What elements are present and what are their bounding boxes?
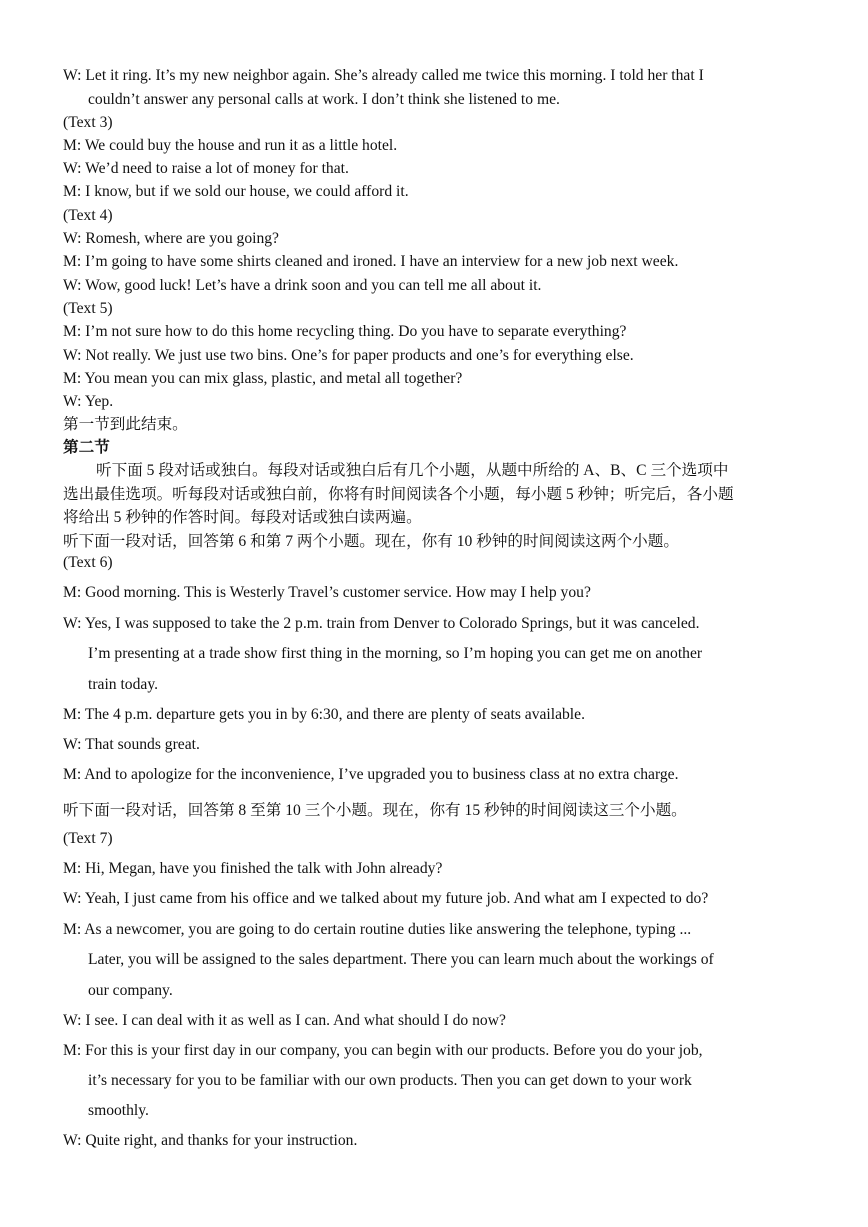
line-text: I see. I can deal with it as well as I can. And what should I do now?	[85, 1012, 506, 1029]
speaker-label: W:	[63, 277, 82, 294]
dialogue-line	[63, 735, 200, 755]
dialogue-line	[63, 252, 678, 272]
line-text: The 4 p.m. departure gets you in by 6:30, and there are plenty of seats available.	[84, 706, 585, 723]
speaker-label: W:	[63, 1132, 82, 1149]
dialogue-line	[63, 920, 691, 940]
dialogue-line	[63, 1041, 703, 1061]
line-text: Yeah, I just came from his office and we talked about my future job. And what am I expected to do?	[84, 890, 709, 907]
dialogue-line	[63, 346, 634, 366]
line-text: That sounds great.	[85, 736, 200, 753]
dialogue-line	[63, 1131, 357, 1151]
dialogue-line	[63, 322, 626, 342]
dialogue-continuation: train today.	[88, 676, 159, 693]
line-text: Yes, I was supposed to take the 2 p.m. train from Denver to Colorado Springs, but it was canceled.	[84, 615, 700, 632]
speaker-label: M:	[63, 921, 82, 938]
dialogue-continuation: Later, you will be assigned to the sales department. There you can learn much about the workings of	[88, 951, 714, 968]
dialogue-line	[63, 614, 700, 634]
section-heading: 第二节	[63, 439, 110, 456]
dialogue-line	[63, 276, 541, 296]
dialogue-line	[63, 182, 409, 202]
speaker-label: W:	[63, 736, 82, 753]
speaker-label: M:	[63, 253, 82, 270]
dialogue-line	[63, 159, 349, 179]
section-label: (Text 5)	[63, 300, 113, 317]
speaker-label: W:	[63, 160, 82, 177]
dialogue-line	[63, 859, 442, 879]
line-text: Wow, good luck! Let’s have a drink soon and you can tell me all about it.	[85, 277, 542, 294]
line-text: Not really. We just use two bins. One’s for paper products and one’s for everything else.	[85, 347, 634, 364]
dialogue-line	[63, 1011, 506, 1031]
dialogue-line	[63, 66, 704, 86]
line-text: As a newcomer, you are going to do certain routine duties like answering the telephone, typing ...	[84, 921, 692, 938]
instruction-paragraph: 将给出 5 秒钟的作答时间。每段对话或独白读两遍。	[63, 509, 422, 526]
section-end-note: 第一节到此结束。	[63, 416, 188, 433]
dialogue-line	[63, 136, 397, 156]
speaker-label: W:	[63, 615, 82, 632]
line-text: Good morning. This is Westerly Travel’s customer service. How may I help you?	[85, 584, 591, 601]
speaker-label: M:	[63, 706, 82, 723]
line-text: We’d need to raise a lot of money for that.	[85, 160, 349, 177]
section-label: (Text 4)	[63, 207, 113, 224]
speaker-label: M:	[63, 860, 82, 877]
line-text: And to apologize for the inconvenience, I’ve upgraded you to business class at no extra charge.	[84, 766, 679, 783]
speaker-label: W:	[63, 230, 82, 247]
line-text: Quite right, and thanks for your instruction.	[85, 1132, 358, 1149]
dialogue-line	[63, 765, 679, 785]
line-text: I’m not sure how to do this home recycling thing. Do you have to separate everything?	[85, 323, 627, 340]
dialogue-continuation: it’s necessary for you to be familiar with our own products. Then you can get down to your work	[88, 1072, 692, 1089]
line-text: We could buy the house and run it as a little hotel.	[84, 137, 398, 154]
speaker-label: M:	[63, 766, 82, 783]
speaker-label: M:	[63, 370, 82, 387]
dialogue-line	[63, 392, 113, 412]
dialogue-continuation: smoothly.	[88, 1102, 149, 1119]
section-label: (Text 6)	[63, 554, 113, 571]
line-text: Yep.	[84, 393, 114, 410]
instruction-line: 听下面一段对话，回答第 6 和第 7 两个小题。现在，你有 10 秒钟的时间阅读这两个小题。	[63, 533, 679, 550]
section-label: (Text 7)	[63, 830, 113, 847]
speaker-label: W:	[63, 890, 82, 907]
speaker-label: W:	[63, 67, 82, 84]
line-text: Hi, Megan, have you finished the talk with John already?	[85, 860, 443, 877]
line-text: For this is your first day in our company, you can begin with our products. Before you do your job,	[85, 1042, 703, 1059]
dialogue-line	[63, 889, 708, 909]
speaker-label: M:	[63, 137, 82, 154]
line-text: I’m going to have some shirts cleaned and ironed. I have an interview for a new job next week.	[85, 253, 679, 270]
dialogue-line	[63, 705, 585, 725]
speaker-label: W:	[63, 347, 82, 364]
line-text: I know, but if we sold our house, we could afford it.	[85, 183, 409, 200]
instruction-paragraph: 听下面 5 段对话或独白。每段对话或独白后有几个小题，从题中所给的 A、B、C 三个选项中	[96, 462, 729, 479]
speaker-label: W:	[63, 393, 82, 410]
dialogue-line	[63, 229, 279, 249]
dialogue-continuation: couldn’t answer any personal calls at work. I don’t think she listened to me.	[88, 91, 560, 108]
speaker-label: M:	[63, 323, 82, 340]
speaker-label: M:	[63, 183, 82, 200]
instruction-line: 听下面一段对话，回答第 8 至第 10 三个小题。现在，你有 15 秒钟的时间阅读这三个小题。	[63, 802, 687, 819]
dialogue-line	[63, 369, 462, 389]
line-text: Let it ring. It’s my new neighbor again. She’s already called me twice this morning. I told her that I	[85, 67, 704, 84]
dialogue-continuation: I’m presenting at a trade show first thing in the morning, so I’m hoping you can get me on another	[88, 645, 703, 662]
line-text: Romesh, where are you going?	[85, 230, 279, 247]
dialogue-continuation: our company.	[88, 982, 173, 999]
dialogue-line	[63, 583, 591, 603]
instruction-paragraph: 选出最佳选项。听每段对话或独白前，你将有时间阅读各个小题，每小题 5 秒钟；听完后，各小题	[63, 486, 734, 503]
speaker-label: M:	[63, 1042, 82, 1059]
section-label: (Text 3)	[63, 114, 113, 131]
speaker-label: W:	[63, 1012, 82, 1029]
speaker-label: M:	[63, 584, 82, 601]
line-text: You mean you can mix glass, plastic, and metal all together?	[84, 370, 463, 387]
